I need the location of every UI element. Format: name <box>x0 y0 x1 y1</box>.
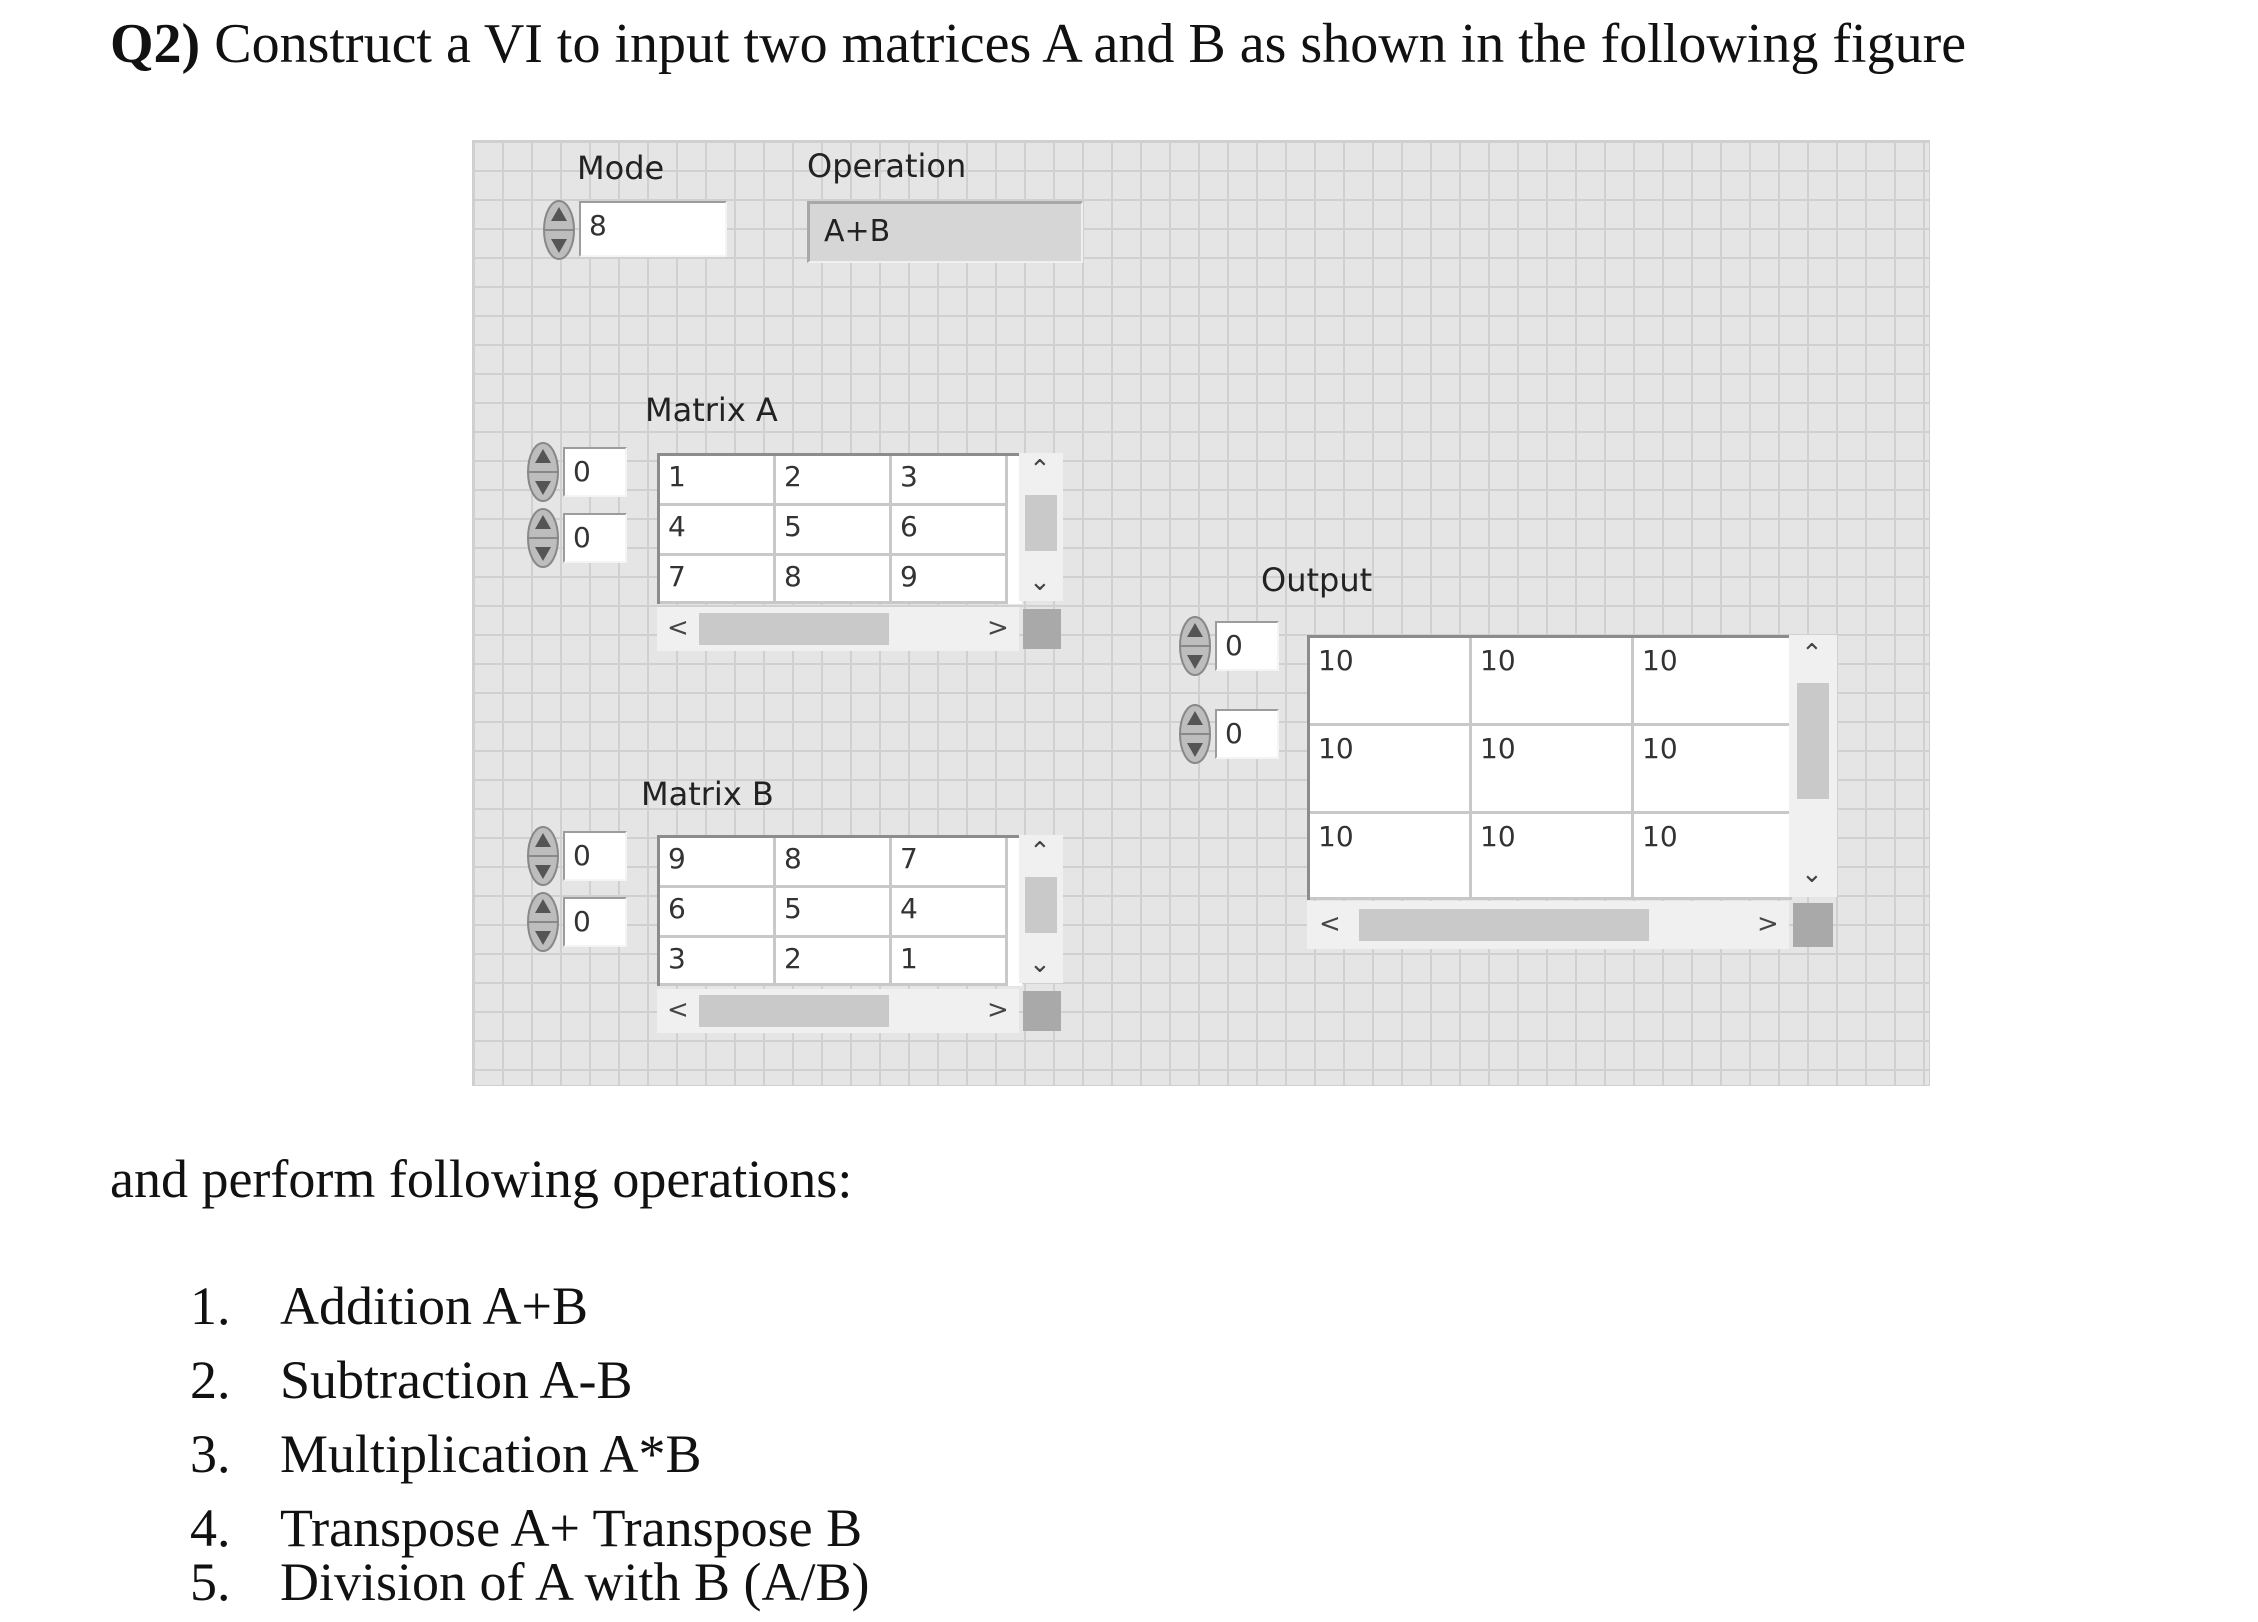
scroll-thumb[interactable] <box>699 995 889 1027</box>
scroll-down-icon[interactable]: ⌄ <box>1029 949 1051 979</box>
scroll-down-icon[interactable]: ⌄ <box>1029 567 1051 597</box>
matrix-b-cell[interactable]: 5 <box>776 888 892 938</box>
output-cell: 10 <box>1310 726 1472 814</box>
question-number: Q2) <box>110 13 201 75</box>
list-item-text: Subtraction A-B <box>280 1350 633 1410</box>
scroll-up-icon[interactable]: ⌃ <box>1801 639 1823 669</box>
matrix-a-cell[interactable]: 5 <box>776 506 892 556</box>
matrix-b-cell[interactable]: 9 <box>660 838 776 888</box>
matrix-a-cell[interactable]: 4 <box>660 506 776 556</box>
list-item-number: 2. <box>190 1350 231 1410</box>
scroll-left-icon[interactable]: < <box>667 995 689 1025</box>
output-cell: 10 <box>1310 814 1472 900</box>
list-item <box>190 1275 588 1337</box>
intro-text: and perform following operations: <box>110 1149 853 1209</box>
output-vertical-scrollbar[interactable] <box>1789 635 1837 897</box>
output-col-index[interactable]: 0 <box>1215 709 1279 759</box>
matrix-a-cell[interactable]: 2 <box>776 456 892 506</box>
matrix-a-row-index[interactable]: 0 <box>563 447 627 497</box>
output-table <box>1307 635 1792 900</box>
matrix-b-cell[interactable]: 6 <box>660 888 776 938</box>
question-text: Construct a VI to input two matrices A and B as shown in the following figure <box>214 13 1967 75</box>
scroll-thumb[interactable] <box>699 613 889 645</box>
scroll-left-icon[interactable]: < <box>667 613 689 643</box>
output-cell: 10 <box>1472 814 1634 900</box>
scroll-thumb[interactable] <box>1025 495 1057 551</box>
output-cell: 10 <box>1472 726 1634 814</box>
matrix-a-cell[interactable]: 3 <box>892 456 1008 506</box>
matrix-a-table <box>657 453 1022 604</box>
output-cell: 10 <box>1472 638 1634 726</box>
output-label: Output <box>1261 561 1373 599</box>
matrix-b-cell[interactable]: 1 <box>892 938 1008 986</box>
matrix-a-horizontal-scrollbar[interactable] <box>657 607 1019 651</box>
list-item-number: 4. <box>190 1498 231 1558</box>
output-cell: 10 <box>1310 638 1472 726</box>
matrix-b-row-index[interactable]: 0 <box>563 831 627 881</box>
list-item <box>190 1349 632 1411</box>
scroll-up-icon[interactable]: ⌃ <box>1029 455 1051 485</box>
matrix-b-cell[interactable]: 8 <box>776 838 892 888</box>
scroll-corner <box>1793 903 1833 947</box>
output-col-spinner-icon[interactable] <box>1177 703 1213 765</box>
scroll-thumb[interactable] <box>1797 683 1829 799</box>
matrix-b-table <box>657 835 1022 986</box>
scroll-up-icon[interactable]: ⌃ <box>1029 837 1051 867</box>
scroll-corner <box>1023 991 1061 1031</box>
output-horizontal-scrollbar[interactable] <box>1307 901 1789 949</box>
scroll-corner <box>1023 609 1061 649</box>
mode-input[interactable]: 8 <box>579 201 727 257</box>
matrix-a-row-spinner-icon[interactable] <box>525 441 561 503</box>
mode-label: Mode <box>577 149 665 187</box>
matrix-b-label: Matrix B <box>641 775 774 813</box>
list-item-text: Division of A with B (A/B) <box>280 1552 870 1612</box>
scroll-thumb[interactable] <box>1025 877 1057 933</box>
matrix-a-cell[interactable]: 9 <box>892 556 1008 604</box>
list-item-text: Multiplication A*B <box>280 1424 702 1484</box>
list-item-number: 3. <box>190 1424 231 1484</box>
scroll-thumb[interactable] <box>1359 909 1649 941</box>
scroll-down-icon[interactable]: ⌄ <box>1801 859 1823 889</box>
matrix-a-label: Matrix A <box>645 391 778 429</box>
list-item-text: Addition A+B <box>280 1276 588 1336</box>
list-item-text: Transpose A+ Transpose B <box>280 1498 863 1558</box>
output-cell: 10 <box>1634 638 1792 726</box>
matrix-b-cell[interactable]: 2 <box>776 938 892 986</box>
list-item <box>190 1497 862 1559</box>
scroll-right-icon[interactable]: > <box>987 995 1009 1025</box>
mode-spinner-icon[interactable] <box>541 199 577 261</box>
matrix-a-cell[interactable]: 6 <box>892 506 1008 556</box>
matrix-a-cell[interactable]: 8 <box>776 556 892 604</box>
matrix-a-cell[interactable]: 1 <box>660 456 776 506</box>
output-row-spinner-icon[interactable] <box>1177 615 1213 677</box>
operation-label: Operation <box>807 147 967 185</box>
matrix-b-col-spinner-icon[interactable] <box>525 891 561 953</box>
list-item <box>190 1423 702 1485</box>
matrix-a-col-spinner-icon[interactable] <box>525 507 561 569</box>
matrix-b-cell[interactable]: 4 <box>892 888 1008 938</box>
matrix-a-col-index[interactable]: 0 <box>563 513 627 563</box>
list-item-number: 1. <box>190 1276 231 1336</box>
matrix-b-cell[interactable]: 3 <box>660 938 776 986</box>
matrix-b-row-spinner-icon[interactable] <box>525 825 561 887</box>
matrix-a-cell[interactable]: 7 <box>660 556 776 604</box>
matrix-b-vertical-scrollbar[interactable] <box>1019 835 1063 983</box>
question-heading <box>110 8 1966 80</box>
matrix-b-col-index[interactable]: 0 <box>563 897 627 947</box>
matrix-b-cell[interactable]: 7 <box>892 838 1008 888</box>
matrix-a-vertical-scrollbar[interactable] <box>1019 453 1063 601</box>
list-item-number: 5. <box>190 1552 231 1612</box>
output-row-index[interactable]: 0 <box>1215 621 1279 671</box>
output-cell: 10 <box>1634 726 1792 814</box>
scroll-right-icon[interactable]: > <box>987 613 1009 643</box>
operation-indicator: A+B <box>807 201 1083 263</box>
matrix-b-horizontal-scrollbar[interactable] <box>657 989 1019 1033</box>
output-cell: 10 <box>1634 814 1792 900</box>
labview-front-panel <box>472 140 1930 1086</box>
scroll-right-icon[interactable]: > <box>1757 909 1779 939</box>
list-item <box>190 1551 870 1613</box>
scroll-left-icon[interactable]: < <box>1319 909 1341 939</box>
